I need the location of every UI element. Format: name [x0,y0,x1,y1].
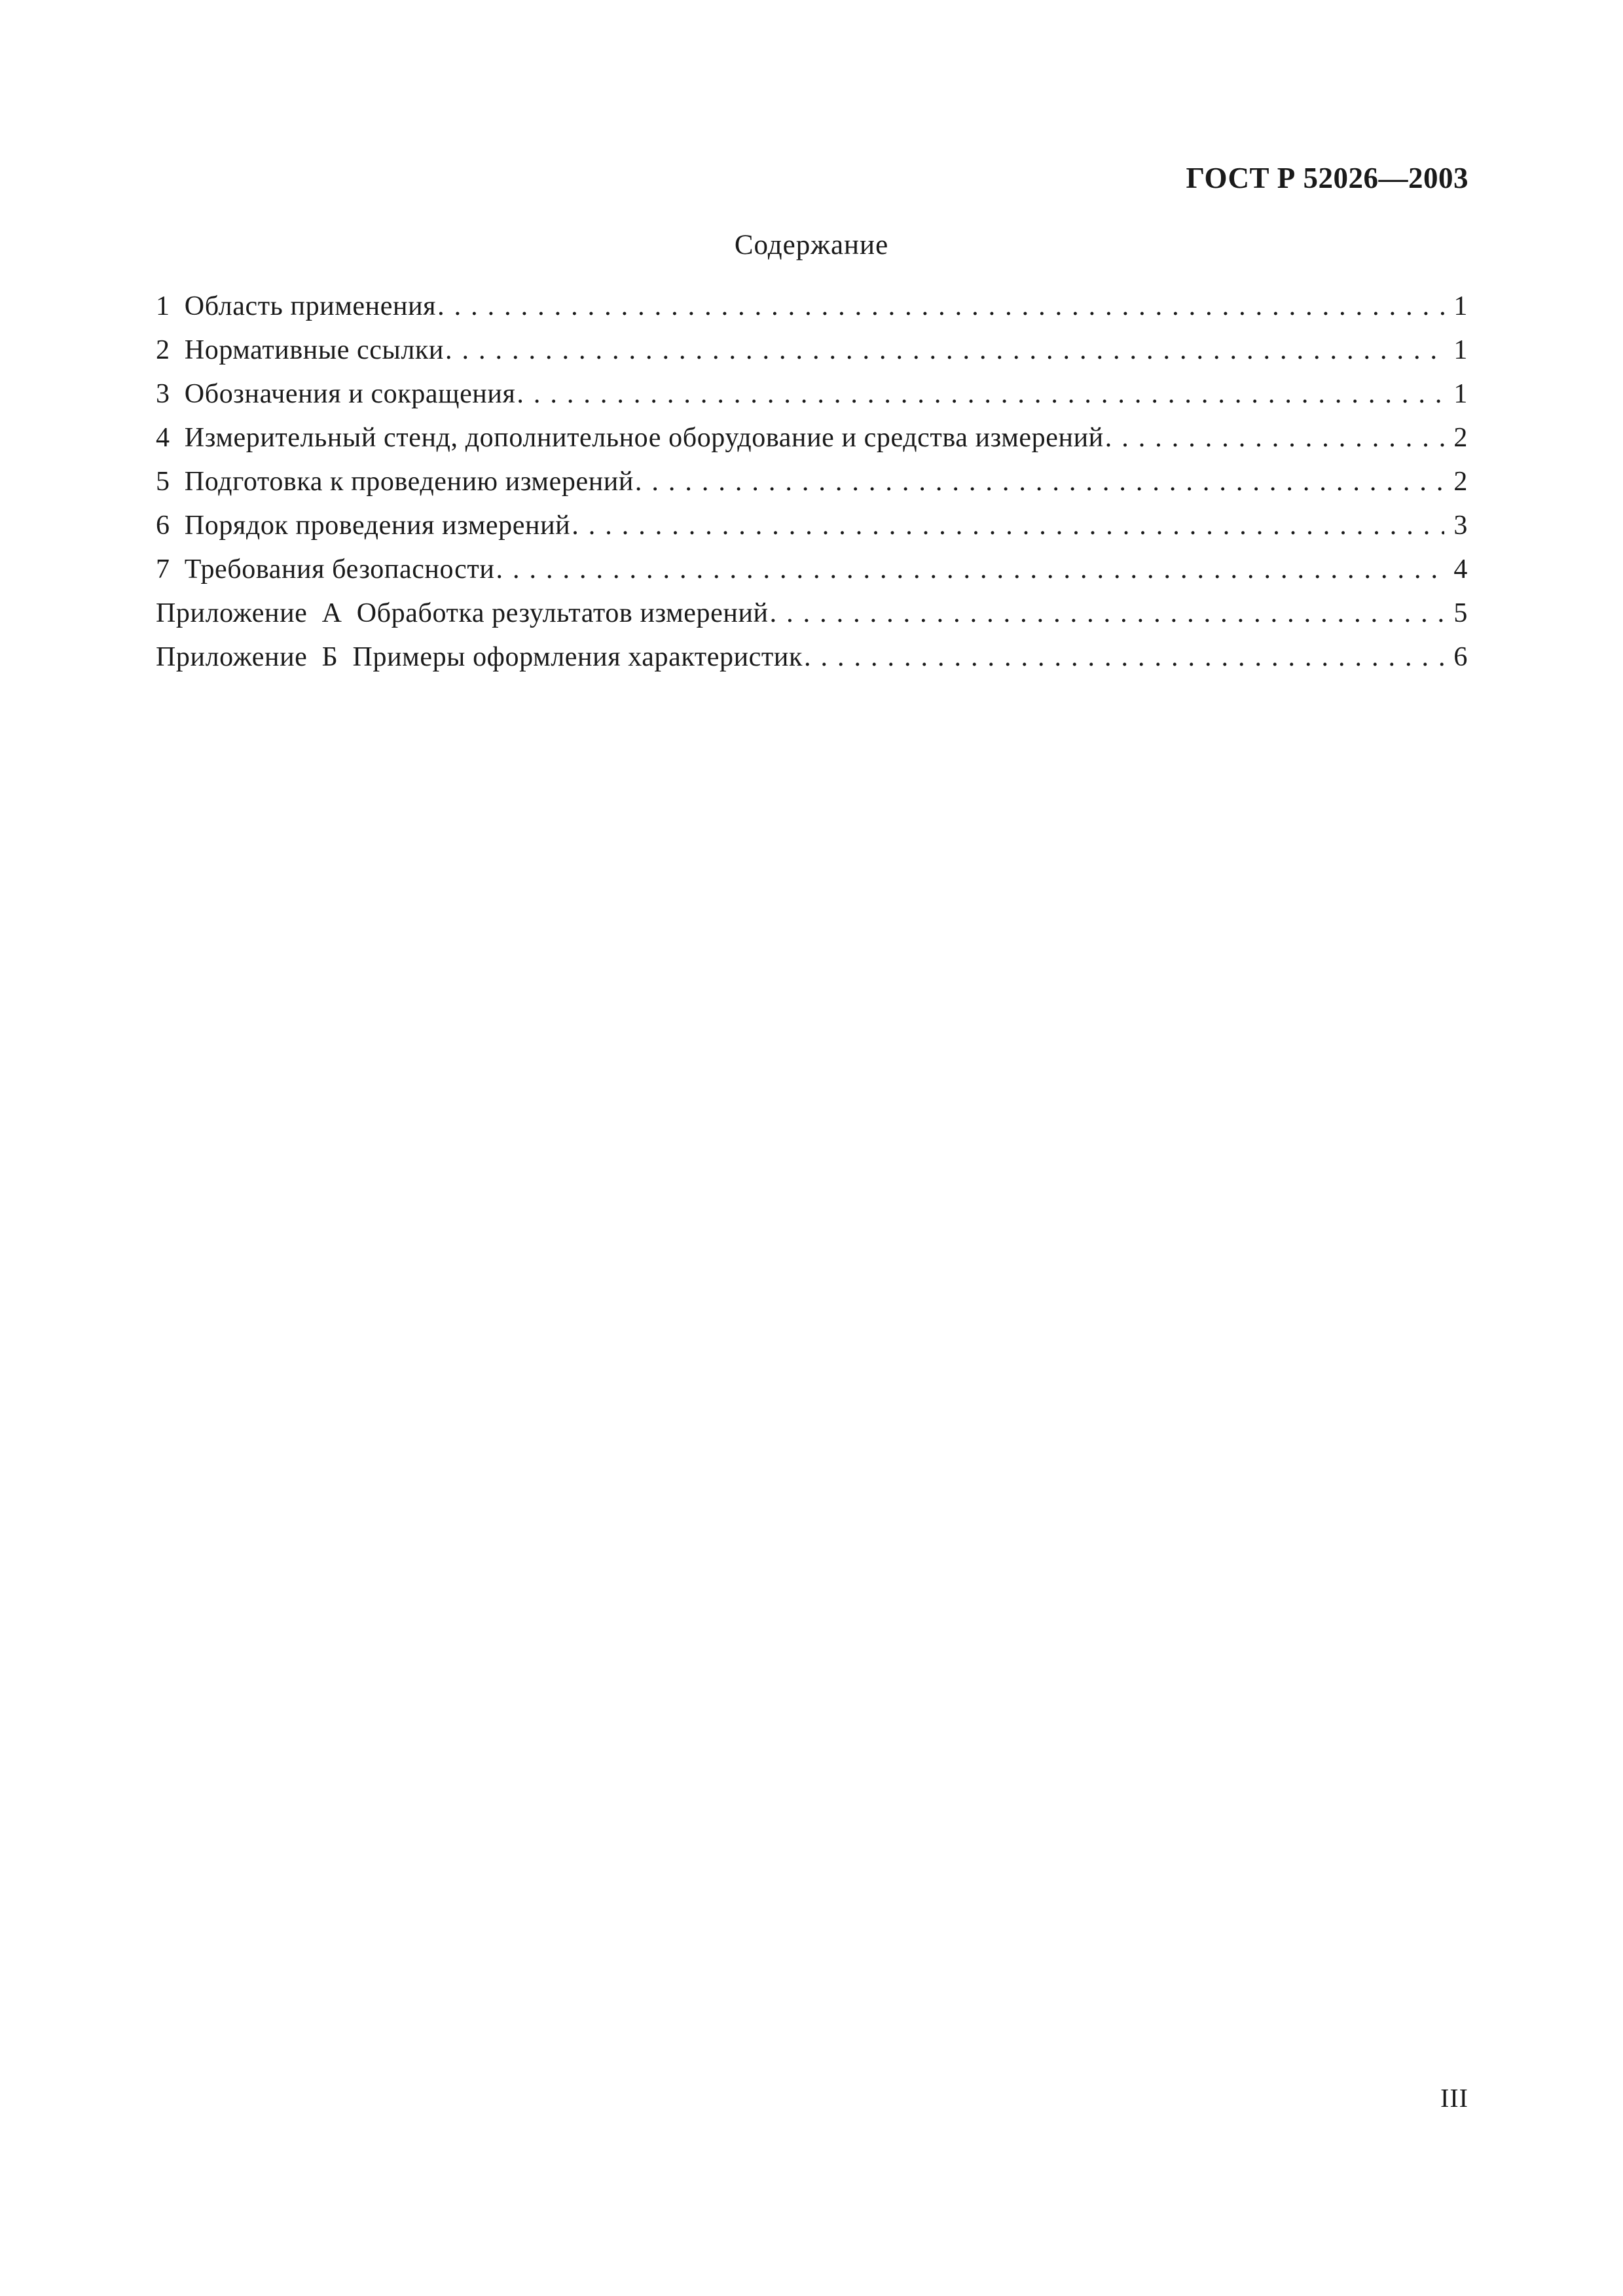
toc-entry[interactable] [156,291,1468,334]
toc-leader-dots [1105,422,1444,454]
toc-entry-label: Приложение Б Примеры оформления характеристик [156,642,803,672]
toc-entry-page: 2 [1453,423,1468,453]
toc-entry-label: 5 Подготовка к проведению измерений [156,467,634,497]
toc-entry[interactable] [156,598,1468,641]
toc-entry-page: 1 [1453,291,1468,321]
toc-title: Содержание [734,230,889,260]
toc-leader-dots [770,598,1444,629]
toc-entry[interactable] [156,422,1468,466]
toc-entry-page: 2 [1453,467,1468,497]
toc-leader-dots [517,378,1444,410]
toc-entry-page: 4 [1453,554,1468,584]
toc-entry-label: 4 Измерительный стенд, дополнительное оборудование и средства измерений [156,423,1104,453]
toc-leader-dots [437,291,1444,322]
toc-entry[interactable] [156,334,1468,378]
standard-code-header: ГОСТ Р 52026—2003 [1186,162,1468,194]
toc-entry-page: 3 [1453,511,1468,541]
toc-entry-label: 2 Нормативные ссылки [156,335,444,365]
toc-entry-page: 5 [1453,598,1468,628]
toc-entry-page: 1 [1453,379,1468,409]
toc-entry-label: 3 Обозначения и сокращения [156,379,516,409]
toc-entry[interactable] [156,378,1468,422]
toc-leader-dots [572,510,1444,541]
toc-leader-dots [804,641,1444,673]
page-number: III [1440,2083,1468,2113]
toc-entry[interactable] [156,510,1468,554]
toc-entry[interactable] [156,641,1468,685]
toc-leader-dots [635,466,1444,497]
toc-entry[interactable] [156,554,1468,598]
toc-leader-dots [445,334,1444,366]
toc-entry-label: Приложение А Обработка результатов измерений [156,598,769,628]
toc-entry-label: 6 Порядок проведения измерений [156,511,571,541]
toc-entry-page: 1 [1453,335,1468,365]
toc-entry-page: 6 [1453,642,1468,672]
toc-entry-label: 7 Требования безопасности [156,554,495,584]
toc-leader-dots [496,554,1444,585]
toc-entry[interactable] [156,466,1468,510]
toc-entry-label: 1 Область применения [156,291,437,321]
table-of-contents [156,291,1468,685]
